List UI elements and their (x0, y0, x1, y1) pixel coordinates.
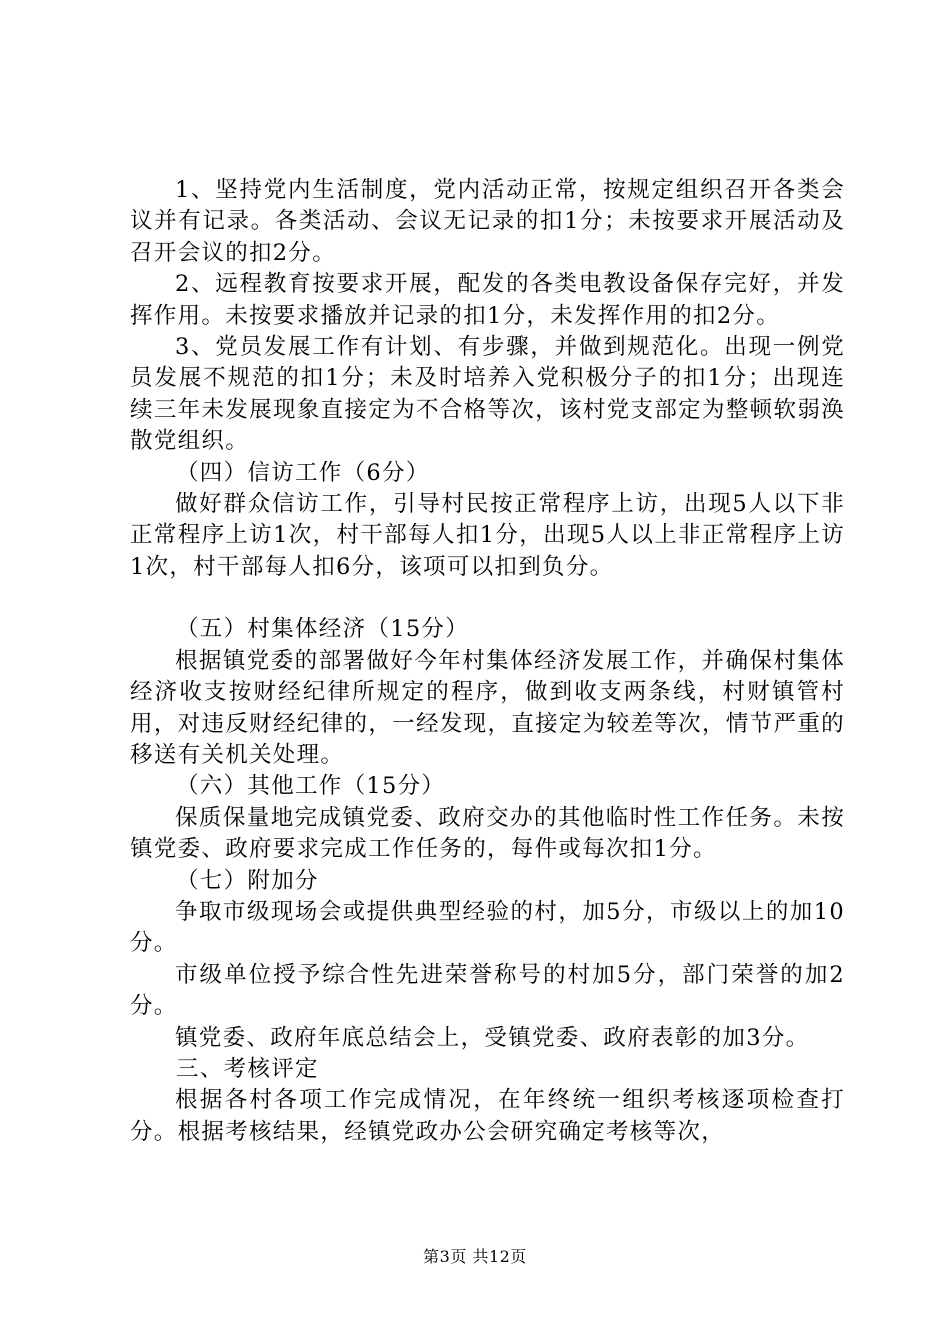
heading-bonus-points: （七）附加分 (176, 867, 319, 894)
heading-petition-work: （四）信访工作（6分） (176, 459, 430, 486)
document-body (130, 175, 845, 1148)
heading-assessment: 三、考核评定 (176, 1055, 319, 1082)
paragraph-assessment: 根据各村各项工作完成情况，在年终统一组织考核逐项检查打分。根据考核结果，经镇党政办公会研究确定考核等次， (130, 1087, 845, 1145)
paragraph-bonus-commendation: 镇党委、政府年底总结会上，受镇党委、政府表彰的加3分。 (175, 1024, 810, 1051)
spacer (130, 583, 845, 614)
paragraph-collective-economy: 根据镇党委的部署做好今年村集体经济发展工作，并确保村集体经济收支按财经纪律所规定的程序，做到收支两条线，村财镇管村用，对违反财经纪律的，一经发现，直接定为较差等次，情节严重的移送有关机关处理。 (130, 647, 845, 768)
page-number-footer: 第3页 共12页 (423, 1247, 527, 1266)
paragraph-remote-education: 2、远程教育按要求开展，配发的各类电教设备保存完好，并发挥作用。未按要求播放并记录的扣1分，未发挥作用的扣2分。 (130, 271, 845, 329)
paragraph-bonus-site-meeting: 争取市级现场会或提供典型经验的村，加5分，市级以上的加10分。 (130, 898, 845, 957)
heading-collective-economy: （五）村集体经济（15分） (176, 616, 470, 643)
paragraph-other-work: 保质保量地完成镇党委、政府交办的其他临时性工作任务。未按镇党委、政府要求完成工作任务的，每件或每次扣1分。 (130, 804, 845, 863)
paragraph-petition-work: 做好群众信访工作，引导村民按正常程序上访，出现5人以下非正常程序上访1次，村干部每人扣1分，出现5人以上非正常程序上访1次，村干部每人扣6分，该项可以扣到负分。 (130, 491, 845, 580)
paragraph-bonus-honor: 市级单位授予综合性先进荣誉称号的村加5分，部门荣誉的加2分。 (130, 961, 845, 1020)
paragraph-party-life: 1、坚持党内生活制度，党内活动正常，按规定组织召开各类会议并有记录。各类活动、会议无记录的扣1分；未按要求开展活动及召开会议的扣2分。 (130, 177, 845, 266)
paragraph-member-development: 3、党员发展工作有计划、有步骤，并做到规范化。出现一例党员发展不规范的扣1分；未及时培养入党积极分子的扣1分；出现连续三年未发展现象直接定为不合格等次，该村党支部定为整顿软弱涣散党组织。 (130, 334, 845, 455)
heading-other-work: （六）其他工作（15分） (176, 773, 446, 800)
